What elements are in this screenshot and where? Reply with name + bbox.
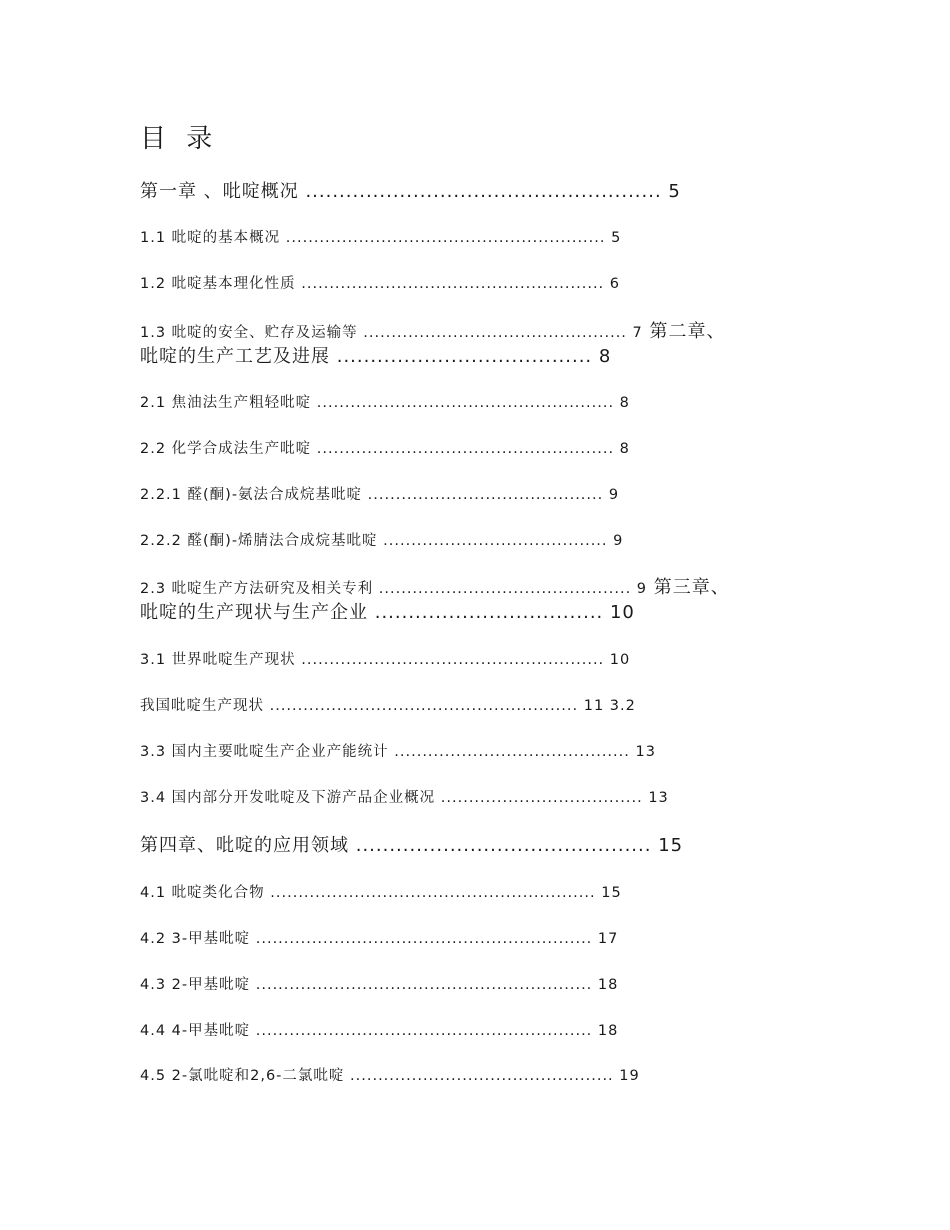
toc-entry-chapter-4[interactable] bbox=[140, 834, 683, 857]
toc-entry-text: 1.1 吡啶的基本概况 ......................................................... 5 bbox=[140, 230, 622, 246]
toc-entry-text: 4.4 4-甲基吡啶 ............................................................ 18 bbox=[140, 1023, 619, 1039]
toc-entry-4-2[interactable] bbox=[140, 930, 618, 949]
toc-entry-1-2[interactable] bbox=[140, 275, 620, 294]
toc-entry-text: 3.3 国内主要吡啶生产企业产能统计 .......................................... 13 bbox=[140, 744, 656, 760]
toc-entry-3-2[interactable] bbox=[140, 697, 636, 716]
toc-entry-4-4[interactable] bbox=[140, 1022, 618, 1041]
toc-entry-3-3[interactable] bbox=[140, 743, 656, 762]
toc-entry-3-1[interactable] bbox=[140, 651, 630, 670]
toc-entry-text: 2.2.1 醛(酮)-氨法合成烷基吡啶 .......................................... 9 bbox=[140, 487, 620, 503]
toc-entry-chapter-1[interactable] bbox=[140, 180, 681, 203]
toc-entry-4-1[interactable] bbox=[140, 884, 622, 903]
toc-entry-tail: 第三章、 bbox=[647, 577, 730, 598]
toc-entry-text: 1.2 吡啶基本理化性质 ...................................................... 6 bbox=[140, 276, 621, 292]
toc-entry-2-1[interactable] bbox=[140, 394, 630, 413]
toc-entry-text: 第四章、吡啶的应用领域 ............................................ 15 bbox=[140, 835, 684, 856]
toc-entry-chapter-3[interactable]: 吡啶的生产现状与生产企业 .................................. 10 bbox=[140, 602, 635, 624]
toc-entry-4-3[interactable] bbox=[140, 976, 618, 995]
toc-entry-text: 4.3 2-甲基吡啶 ............................................................ 18 bbox=[140, 977, 619, 993]
toc-entry-text: 2.2.2 醛(酮)-烯腈法合成烷基吡啶 ........................................ 9 bbox=[140, 533, 624, 549]
toc-entry-text: 2.1 焦油法生产粗轻吡啶 ..................................................... 8 bbox=[140, 395, 630, 411]
toc-entry-text: 3.4 国内部分开发吡啶及下游产品企业概况 .................................... 13 bbox=[140, 790, 669, 806]
toc-entry-1-3[interactable] bbox=[140, 320, 725, 369]
toc-entry-2-3[interactable] bbox=[140, 576, 730, 625]
toc-entry-text: 3.1 世界吡啶生产现状 ...................................................... 10 bbox=[140, 652, 631, 668]
toc-title: 目 录 bbox=[140, 124, 219, 154]
toc-entry-text: 2.2 化学合成法生产吡啶 ..................................................... 8 bbox=[140, 441, 630, 457]
toc-entry-text: 2.3 吡啶生产方法研究及相关专利 ............................................. 9 bbox=[140, 581, 648, 597]
toc-entry-1-1[interactable] bbox=[140, 229, 621, 248]
toc-entry-text: 4.5 2-氯吡啶和2,6-二氯吡啶 ............................................... 19 bbox=[140, 1068, 640, 1084]
toc-entry-4-5[interactable] bbox=[140, 1067, 640, 1086]
toc-entry-2-2-2[interactable] bbox=[140, 532, 623, 551]
toc-entry-tail: 第二章、 bbox=[642, 321, 726, 342]
toc-entry-2-2-1[interactable] bbox=[140, 486, 619, 505]
toc-entry-chapter-2[interactable]: 吡啶的生产工艺及进展 ...................................... 8 bbox=[140, 346, 612, 368]
toc-entry-text: 我国吡啶生产现状 ....................................................... 11 3.2 bbox=[140, 698, 636, 714]
toc-entry-text: 第一章 、吡啶概况 ..................................................... 5 bbox=[140, 181, 681, 202]
toc-entry-3-4[interactable] bbox=[140, 789, 669, 808]
toc-entry-2-2[interactable] bbox=[140, 440, 630, 459]
toc-entry-text: 4.1 吡啶类化合物 .......................................................... 15 bbox=[140, 885, 622, 901]
toc-entry-text: 4.2 3-甲基吡啶 ............................................................ 17 bbox=[140, 931, 619, 947]
toc-entry-text: 1.3 吡啶的安全、贮存及运输等 ............................................... 7 bbox=[140, 325, 643, 341]
